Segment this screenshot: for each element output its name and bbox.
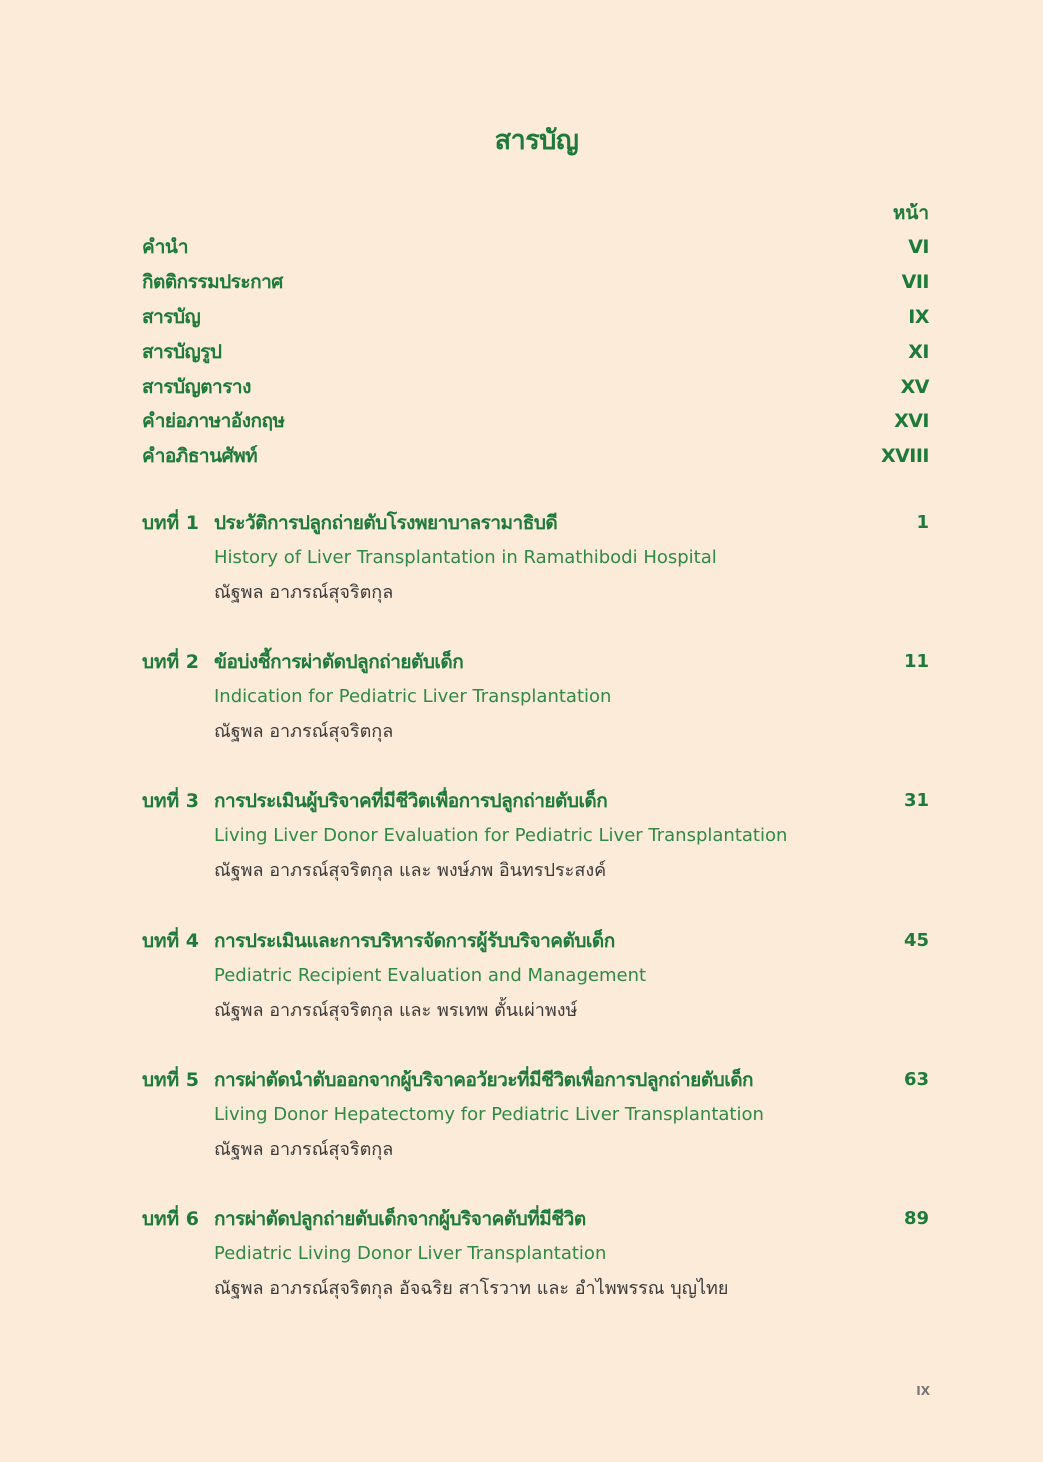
chapter-list xyxy=(142,506,929,1341)
chapter-title-english: Pediatric Living Donor Liver Transplantation xyxy=(214,1242,607,1264)
chapter-title-english: Indication for Pediatric Liver Transplantation xyxy=(214,686,612,708)
chapter-page: 89 xyxy=(903,1207,929,1229)
chapter-page: 31 xyxy=(903,790,929,812)
toc-entry[interactable] xyxy=(142,265,929,300)
chapter-number: บทที่ 1 xyxy=(142,512,199,534)
chapter-number: บทที่ 6 xyxy=(142,1207,199,1230)
chapter-title-thai: การผ่าตัดปลูกถ่ายตับเด็กจากผู้บริจาคตับที่มีชีวิต xyxy=(214,1207,586,1230)
toc-entry-label: คำนำ xyxy=(142,236,189,259)
toc-entry[interactable] xyxy=(142,334,929,369)
toc-entry[interactable] xyxy=(142,439,929,474)
toc-entry-page: XV xyxy=(900,375,929,398)
page-title: สารบัญ xyxy=(494,125,579,156)
chapter-authors: ณัฐพล อาภรณ์สุจริตกุล xyxy=(214,582,394,603)
toc-entry[interactable] xyxy=(142,300,929,335)
toc-entry-page: XVI xyxy=(894,410,929,433)
toc-entry-label: สารบัญตาราง xyxy=(142,375,251,398)
chapter-authors: ณัฐพล อาภรณ์สุจริตกุล และ พรเทพ ตั้นเผ่าพงษ์ xyxy=(214,999,578,1021)
chapter-number: บทที่ 2 xyxy=(142,651,199,674)
chapter-title-thai: การผ่าตัดนำตับออกจากผู้บริจาคอวัยวะที่มีชีวิตเพื่อการปลูกถ่ายตับเด็ก xyxy=(214,1068,754,1091)
chapter-number: บทที่ 4 xyxy=(142,929,199,952)
chapter-title-english: History of Liver Transplantation in Ramathibodi Hospital xyxy=(214,547,717,568)
chapter-entry[interactable] xyxy=(142,1063,929,1202)
toc-entry-page: VII xyxy=(901,271,929,294)
page-number: IX xyxy=(916,1384,930,1398)
chapter-title-thai: ข้อบ่งชี้การผ่าตัดปลูกถ่ายตับเด็ก xyxy=(214,651,464,674)
toc-entry[interactable] xyxy=(142,230,929,265)
toc-entry-label: คำย่อภาษาอังกฤษ xyxy=(142,410,285,433)
toc-entry-label: สารบัญรูป xyxy=(142,340,222,363)
toc-entry[interactable] xyxy=(142,404,929,439)
chapter-entry[interactable] xyxy=(142,645,929,784)
chapter-number: บทที่ 3 xyxy=(142,790,199,813)
chapter-entry[interactable] xyxy=(142,506,929,645)
chapter-title-english: Living Donor Hepatectomy for Pediatric Liver Transplantation xyxy=(214,1103,764,1125)
chapter-title-english: Pediatric Recipient Evaluation and Management xyxy=(214,964,647,986)
chapter-entry[interactable] xyxy=(142,784,929,923)
chapter-page: 63 xyxy=(903,1068,929,1090)
page-column-header: หน้า xyxy=(892,202,929,224)
toc-entry-page: VI xyxy=(908,236,929,259)
chapter-title-english: Living Liver Donor Evaluation for Pediatric Liver Transplantation xyxy=(214,825,788,847)
chapter-authors: ณัฐพล อาภรณ์สุจริตกุล xyxy=(214,721,394,743)
chapter-page: 11 xyxy=(903,651,929,673)
toc-entry-page: IX xyxy=(908,305,929,328)
chapter-entry[interactable] xyxy=(142,1202,929,1341)
chapter-page: 45 xyxy=(903,929,929,951)
chapter-title-thai: การประเมินผู้บริจาคที่มีชีวิตเพื่อการปลูกถ่ายตับเด็ก xyxy=(214,790,608,813)
chapter-entry[interactable] xyxy=(142,924,929,1063)
toc-entry[interactable] xyxy=(142,369,929,404)
toc-entry-page: XI xyxy=(908,340,929,363)
toc-entry-label: กิตติกรรมประกาศ xyxy=(142,271,283,294)
chapter-page: 1 xyxy=(916,512,929,533)
chapter-authors: ณัฐพล อาภรณ์สุจริตกุล xyxy=(214,1138,394,1160)
toc-entry-label: สารบัญ xyxy=(142,305,201,328)
chapter-number: บทที่ 5 xyxy=(142,1068,199,1091)
chapter-authors: ณัฐพล อาภรณ์สุจริตกุล อัจฉริย สาโรวาท และ อำไพพรรณ บุญไทย xyxy=(214,1277,729,1299)
chapter-authors: ณัฐพล อาภรณ์สุจริตกุล และ พงษ์ภพ อินทรประสงค์ xyxy=(214,860,607,882)
chapter-title-thai: ประวัติการปลูกถ่ายตับโรงพยาบาลรามาธิบดี xyxy=(214,512,558,534)
front-matter-list xyxy=(142,230,929,474)
toc-entry-label: คำอภิธานศัพท์ xyxy=(142,445,258,468)
chapter-title-thai: การประเมินและการบริหารจัดการผู้รับบริจาคตับเด็ก xyxy=(214,929,615,952)
toc-entry-page: XVIII xyxy=(880,445,929,468)
